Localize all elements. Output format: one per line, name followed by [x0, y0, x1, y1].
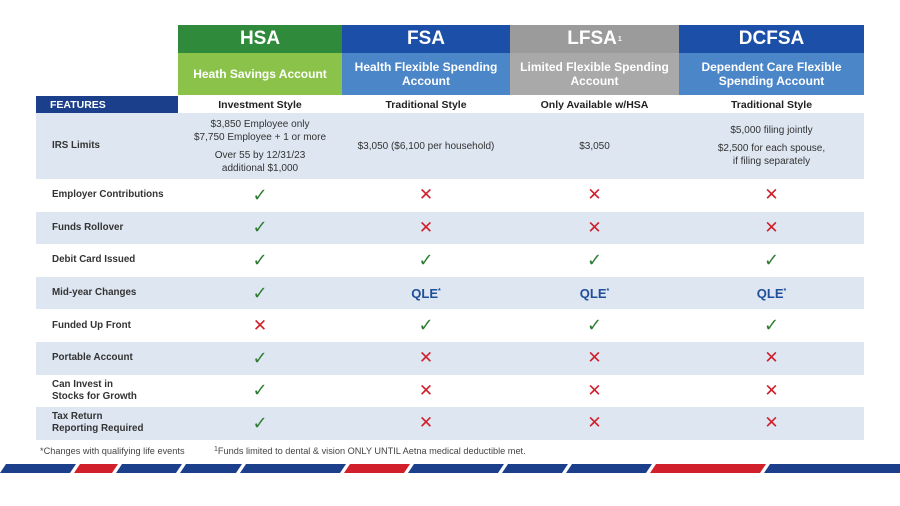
row-label-can-invest-in-stocks-for-growth: [36, 375, 178, 408]
hsa-header: [178, 25, 342, 53]
fsa-irs-text: $3,050 ($6,100 per household): [357, 140, 495, 152]
row-label-portable-account: [36, 342, 178, 375]
lfsa-title-sup: 1: [617, 35, 622, 43]
check-icon: ✓: [586, 249, 603, 270]
cross-icon: ✕: [418, 413, 434, 433]
fsa-style: [342, 96, 510, 113]
dcfsa-funds-rollover-cell: [679, 212, 864, 245]
lfsa-subtitle-text: Limited Flexible Spending Account: [520, 60, 669, 88]
qle-label: QLE: [756, 285, 784, 301]
cross-icon: ✕: [764, 413, 779, 433]
lfsa-subtitle: [510, 53, 679, 95]
hsa-mid-year-changes-cell: [178, 277, 342, 310]
dcfsa-tax-return-reporting-required-cell: [679, 407, 864, 440]
hsa-style: [178, 96, 342, 113]
lfsa-title: LFSA: [567, 28, 617, 49]
check-icon: ✓: [252, 184, 268, 205]
irs-limits-label: [36, 113, 178, 179]
row-label-text: Portable Account: [52, 352, 133, 364]
cross-icon: ✕: [764, 380, 779, 400]
lfsa-header: [510, 25, 679, 53]
hsa-irs-line: $3,850 Employee only: [210, 118, 310, 130]
dcfsa-funded-up-front-cell: [679, 309, 864, 342]
dcfsa-irs-line: $5,000 filing jointly: [730, 125, 813, 136]
row-label-funded-up-front: [36, 309, 178, 342]
dcfsa-subtitle: [679, 53, 864, 95]
stripe-segment: [344, 464, 410, 473]
row-label-text: Mid-year Changes: [52, 287, 137, 299]
hsa-subtitle-text: Heath Savings Account: [193, 67, 327, 81]
stripe-segment: [0, 464, 76, 473]
fsa-irs-limit: [342, 113, 510, 179]
stripe-segment: [240, 464, 346, 473]
check-icon: ✓: [252, 347, 268, 368]
row-label-line: Tax Return: [52, 411, 103, 423]
row-label-text: Funded Up Front: [52, 319, 131, 331]
stripe-segment: [408, 464, 504, 473]
cross-icon: ✕: [418, 348, 434, 368]
lfsa-irs-text: $3,050: [579, 140, 610, 152]
dcfsa-can-invest-in-stocks-for-growth-cell: [679, 375, 864, 408]
dcfsa-title: DCFSA: [738, 28, 805, 49]
cross-icon: ✕: [418, 380, 434, 400]
fsa-funded-up-front-cell: [342, 309, 510, 342]
cross-icon: ✕: [587, 217, 602, 237]
dcfsa-style-text: Traditional Style: [730, 98, 813, 111]
lfsa-debit-card-issued-cell: [510, 244, 679, 277]
qle-label: QLE: [411, 285, 438, 301]
row-label-employer-contributions: [36, 179, 178, 212]
cross-icon: ✕: [764, 217, 779, 237]
lfsa-funds-rollover-cell: [510, 212, 679, 245]
hsa-can-invest-in-stocks-for-growth-cell: [178, 375, 342, 408]
cross-icon: ✕: [587, 380, 602, 400]
dcfsa-portable-account-cell: [679, 342, 864, 375]
fsa-title: FSA: [407, 28, 445, 49]
hsa-debit-card-issued-cell: [178, 244, 342, 277]
qle-asterisk: *: [438, 287, 441, 295]
lfsa-footnote: [213, 446, 526, 456]
row-label-line: Stocks for Growth: [52, 390, 137, 402]
check-icon: ✓: [418, 315, 434, 336]
cross-icon: ✕: [764, 348, 779, 368]
check-icon: ✓: [763, 315, 780, 336]
qle-asterisk: *: [606, 287, 610, 295]
hsa-irs-line: Over 55 by 12/31/23: [214, 149, 306, 161]
check-icon: ✓: [252, 412, 268, 433]
lfsa-funded-up-front-cell: [510, 309, 679, 342]
fsa-style-text: Traditional Style: [385, 98, 467, 111]
hsa-title: HSA: [239, 28, 281, 49]
hsa-irs-line: $7,750 Employee + 1 or more: [193, 131, 327, 143]
cross-icon: ✕: [252, 315, 268, 335]
stripe-segment: [180, 464, 242, 473]
check-icon: ✓: [418, 249, 434, 270]
cross-icon: ✕: [587, 348, 602, 368]
check-icon: ✓: [252, 217, 268, 238]
stripe-segment: [502, 464, 568, 473]
fsa-tax-return-reporting-required-cell: [342, 407, 510, 440]
dcfsa-subtitle-text: Dependent Care Flexible Spending Account: [701, 60, 842, 88]
lfsa-mid-year-changes-cell: [510, 277, 679, 310]
hsa-style-text: Investment Style: [218, 98, 302, 111]
hsa-irs-line: additional $1,000: [221, 162, 299, 174]
dcfsa-mid-year-changes-cell: [679, 277, 864, 310]
cross-icon: ✕: [418, 217, 434, 237]
row-label-mid-year-changes: [36, 277, 178, 310]
check-icon: ✓: [763, 249, 780, 270]
fsa-employer-contributions-cell: [342, 179, 510, 212]
dcfsa-irs-line: $2,500 for each spouse,: [717, 143, 826, 154]
check-icon: ✓: [586, 315, 603, 336]
lfsa-employer-contributions-cell: [510, 179, 679, 212]
stripe-segment: [764, 464, 900, 473]
lfsa-footnote-text: Funds limited to dental & vision ONLY UNTIL Aetna medical deductible met.: [217, 446, 526, 456]
lfsa-portable-account-cell: [510, 342, 679, 375]
dcfsa-style: [679, 96, 864, 113]
check-icon: ✓: [252, 282, 268, 303]
row-label-lines: [52, 411, 143, 435]
dcfsa-debit-card-issued-cell: [679, 244, 864, 277]
hsa-funded-up-front-cell: [178, 309, 342, 342]
stripe-segment: [650, 464, 766, 473]
check-icon: ✓: [252, 380, 268, 401]
dcfsa-header: [679, 25, 864, 53]
fsa-header: [342, 25, 510, 53]
features-label: [36, 96, 178, 113]
hsa-portable-account-cell: [178, 342, 342, 375]
lfsa-footnote-marker: 1: [214, 446, 218, 453]
irs-limits-label-text: IRS Limits: [52, 140, 100, 151]
row-label-tax-return-reporting-required: [36, 407, 178, 440]
qle-asterisk: *: [783, 287, 787, 295]
cross-icon: ✕: [587, 185, 602, 205]
row-label-line: Reporting Required: [52, 423, 144, 435]
dcfsa-irs-line: if filing separately: [732, 156, 811, 167]
row-label-funds-rollover: [36, 212, 178, 245]
fsa-subtitle-text: Health Flexible Spending Account: [354, 60, 498, 88]
row-label-text: Debit Card Issued: [52, 254, 136, 266]
lfsa-can-invest-in-stocks-for-growth-cell: [510, 375, 679, 408]
stripe-segment: [74, 464, 118, 473]
row-label-text: Funds Rollover: [52, 221, 124, 233]
row-label-debit-card-issued: [36, 244, 178, 277]
stripe-segment: [116, 464, 182, 473]
fsa-debit-card-issued-cell: [342, 244, 510, 277]
hsa-irs-limit: [178, 113, 342, 179]
fsa-mid-year-changes-cell: [342, 277, 510, 310]
stripe-svg: [0, 464, 900, 474]
dcfsa-irs-limit: [679, 113, 864, 179]
fsa-funds-rollover-cell: [342, 212, 510, 245]
fsa-subtitle: [342, 53, 510, 95]
hsa-subtitle: [178, 53, 342, 95]
fsa-portable-account-cell: [342, 342, 510, 375]
lfsa-style-text: Only Available w/HSA: [540, 98, 649, 111]
qle-label: QLE: [579, 285, 607, 301]
lfsa-style: [510, 96, 679, 113]
stripe-segment: [566, 464, 652, 473]
row-label-lines: [52, 379, 137, 403]
row-label-text: Employer Contributions: [52, 189, 164, 201]
row-label-line: Can Invest in: [52, 378, 113, 390]
hsa-employer-contributions-cell: [178, 179, 342, 212]
lfsa-tax-return-reporting-required-cell: [510, 407, 679, 440]
features-label-text: FEATURES: [50, 98, 106, 111]
cross-icon: ✕: [764, 185, 779, 205]
hsa-tax-return-reporting-required-cell: [178, 407, 342, 440]
lfsa-irs-limit: [510, 113, 679, 179]
check-icon: ✓: [252, 249, 268, 270]
cross-icon: ✕: [587, 413, 602, 433]
fsa-can-invest-in-stocks-for-growth-cell: [342, 375, 510, 408]
cross-icon: ✕: [418, 185, 434, 205]
hsa-funds-rollover-cell: [178, 212, 342, 245]
qle-footnote: *Changes with qualifying life events: [40, 446, 185, 456]
dcfsa-employer-contributions-cell: [679, 179, 864, 212]
